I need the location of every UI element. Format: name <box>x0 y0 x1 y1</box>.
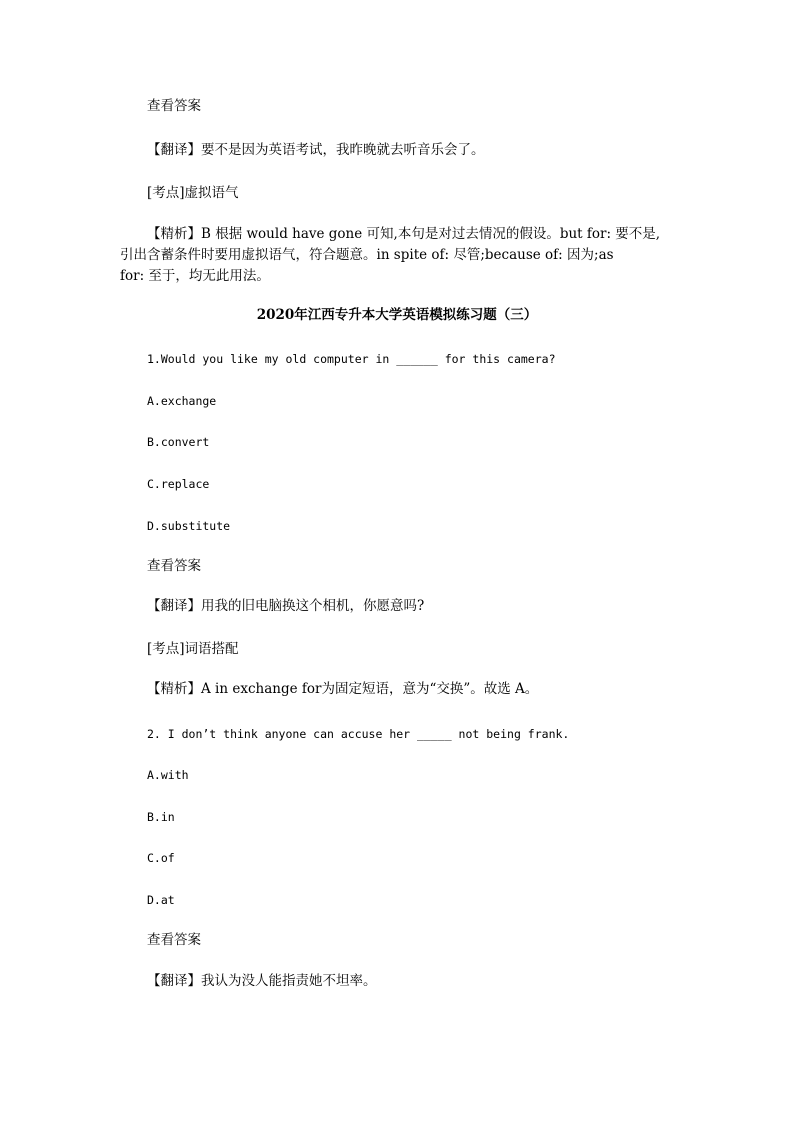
question-2-option-b: B.in <box>147 810 175 824</box>
question-1-analysis-label: 【精析】 <box>147 681 201 697</box>
analysis-line-1-text: B 根据 would have gone 可知,本句是对过去情况的假设。but for: 要不是, <box>201 226 661 242</box>
analysis-line-2: 引出含蓄条件时要用虚拟语气，符合题意。in spite of: 尽管;because of: 因为;as <box>120 247 614 263</box>
question-1-analysis-text: A in exchange for为固定短语，意为“交换”。故选 A。 <box>201 681 539 697</box>
analysis-paragraph <box>120 224 680 287</box>
question-2-view-answer[interactable] <box>147 931 201 949</box>
translation-text: 【翻译】要不是因为英语考试，我昨晚就去听音乐会了。 <box>147 142 485 158</box>
view-answer-link-text[interactable]: 查看答案 <box>147 98 201 114</box>
question-1-stem: 1.Would you like my old computer in ______ for this camera? <box>147 352 556 366</box>
question-1-option-a: A.exchange <box>147 394 217 408</box>
question-2-option-a: A.with <box>147 768 189 782</box>
question-1-exam-point: [考点]词语搭配 <box>147 641 239 657</box>
question-2-translation: 【翻译】我认为没人能指责她不坦率。 <box>147 973 377 989</box>
question-1-translation: 【翻译】用我的旧电脑换这个相机，你愿意吗? <box>147 598 425 614</box>
view-answer-link[interactable] <box>147 97 201 115</box>
analysis-label: 【精析】 <box>147 226 201 242</box>
question-2-stem: 2. I don’t think anyone can accuse her _____ not being frank. <box>147 727 570 741</box>
exam-point-text: [考点]虚拟语气 <box>147 185 239 201</box>
analysis-line-1 <box>120 224 680 245</box>
question-1-view-answer-link[interactable]: 查看答案 <box>147 558 201 574</box>
analysis-line-3: for: 至于，均无此用法。 <box>120 268 270 284</box>
question-1-option-c: C.replace <box>147 477 210 491</box>
question-1-option-b: B.convert <box>147 435 210 449</box>
section-title: 2020年江西专升本大学英语模拟练习题（三） <box>256 307 538 323</box>
question-2-option-d: D.at <box>147 893 175 907</box>
question-2-view-answer-link[interactable]: 查看答案 <box>147 932 201 948</box>
question-1-view-answer[interactable] <box>147 557 201 575</box>
question-1-analysis <box>147 680 538 698</box>
question-2-option-c: C.of <box>147 851 175 865</box>
question-1-option-d: D.substitute <box>147 519 231 533</box>
